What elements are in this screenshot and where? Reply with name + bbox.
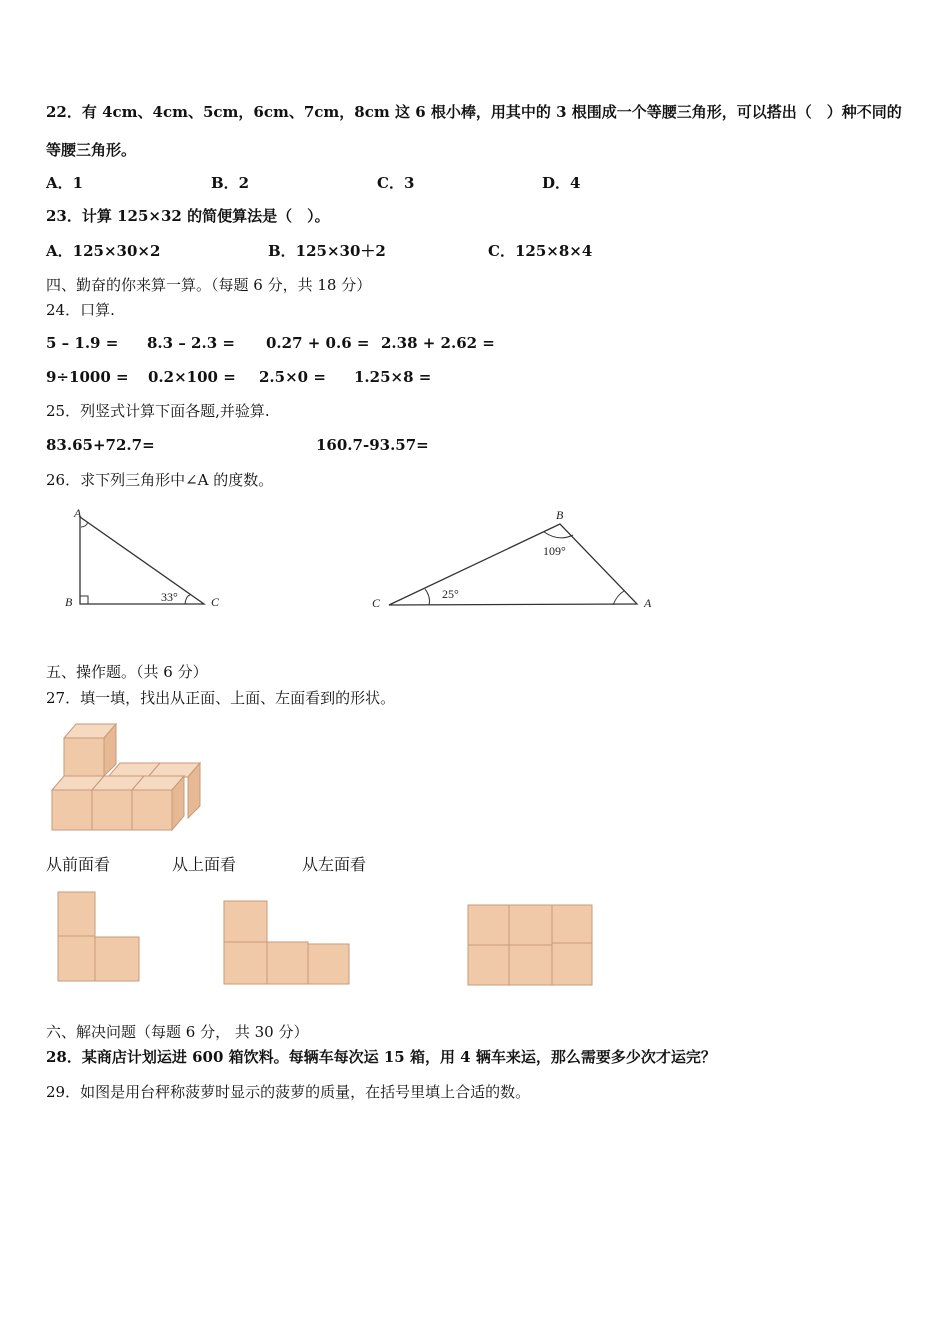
q24-stem: 24．口算. bbox=[46, 301, 115, 319]
triangle-1-angle-c: 33° bbox=[161, 590, 178, 604]
view-label-front: 从前面看 bbox=[46, 855, 111, 874]
q22-option-d: D．4 bbox=[542, 174, 581, 192]
section5-title: 五、操作题。（共 6 分） bbox=[46, 663, 208, 681]
triangle-2-angle-b: 109° bbox=[543, 544, 566, 558]
triangle-2-vertex-c: C bbox=[372, 596, 381, 610]
q24-item: 1.25×8 = bbox=[354, 368, 432, 386]
triangle-2-figure bbox=[365, 505, 665, 615]
triangle-1-vertex-c: C bbox=[211, 595, 220, 609]
q23-option-c: C．125×8×4 bbox=[488, 242, 593, 260]
q24-item: 0.27 + 0.6 = bbox=[266, 334, 370, 352]
q25-item-1: 83.65+72.7= bbox=[46, 436, 155, 454]
triangle-2-vertex-b: B bbox=[556, 508, 564, 522]
triangle-1-vertex-a: A bbox=[74, 506, 82, 520]
q25-item-2: 160.7-93.57= bbox=[316, 436, 429, 454]
q24-item: 2.5×0 = bbox=[259, 368, 326, 386]
top-view-figure bbox=[222, 899, 352, 989]
q22-stem-line1: 22．有 4cm、4cm、5cm，6cm、7cm，8cm 这 6 根小棒，用其中的 3 根围成一个等腰三角形，可以搭出（ ）种不同的 bbox=[46, 103, 902, 121]
section4-title: 四、勤奋的你来算一算。（每题 6 分，共 18 分） bbox=[46, 276, 372, 294]
q22-stem-line2: 等腰三角形。 bbox=[46, 141, 137, 159]
q24-item: 9÷1000 = bbox=[46, 368, 129, 386]
q23-option-a: A．125×30×2 bbox=[46, 242, 161, 260]
view-label-top: 从上面看 bbox=[172, 855, 237, 874]
triangle-1-figure bbox=[60, 505, 230, 615]
cube-stack-figure bbox=[50, 720, 210, 835]
view-label-left: 从左面看 bbox=[302, 855, 367, 874]
q26-stem: 26．求下列三角形中∠A 的度数。 bbox=[46, 471, 274, 489]
q24-item: 5 – 1.9 = bbox=[46, 334, 119, 352]
q23-stem: 23．计算 125×32 的简便算法是（ ）。 bbox=[46, 207, 330, 225]
q24-item: 0.2×100 = bbox=[148, 368, 236, 386]
front-view-figure bbox=[56, 890, 146, 985]
triangle-1-vertex-b: B bbox=[65, 595, 73, 609]
q28-stem: 28．某商店计划运进 600 箱饮料。每辆车每次运 15 箱，用 4 辆车来运，那么需要多少次才运完？ bbox=[46, 1048, 716, 1066]
q25-stem: 25．列竖式计算下面各题,并验算. bbox=[46, 402, 270, 420]
triangle-2-vertex-a: A bbox=[644, 596, 652, 610]
q22-option-c: C．3 bbox=[377, 174, 415, 192]
q22-option-a: A．1 bbox=[46, 174, 84, 192]
q29-stem: 29．如图是用台秤称菠萝时显示的菠萝的质量，在括号里填上合适的数。 bbox=[46, 1083, 531, 1101]
triangle-2-angle-c: 25° bbox=[442, 587, 459, 601]
section6-title: 六、解决问题（每题 6 分， 共 30 分） bbox=[46, 1023, 309, 1041]
q23-option-b: B．125×30＋2 bbox=[268, 242, 386, 260]
q24-item: 2.38 + 2.62 = bbox=[381, 334, 495, 352]
q22-option-b: B．2 bbox=[211, 174, 250, 192]
left-view-figure bbox=[466, 903, 596, 987]
q27-stem: 27．填一填，找出从正面、上面、左面看到的形状。 bbox=[46, 689, 396, 707]
q24-item: 8.3 – 2.3 = bbox=[147, 334, 235, 352]
